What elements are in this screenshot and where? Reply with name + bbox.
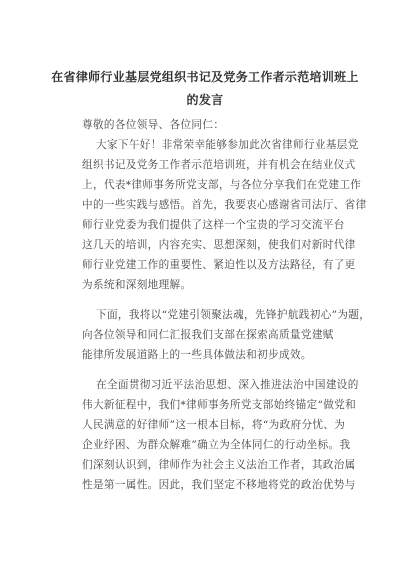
paragraph-1-line-3: 上，代表*律师事务所党支部，与各位分享我们在党建工作 [82,179,362,191]
paragraph-2-line-2: 向各位领导和同仁汇报我们支部在探索高质量党建赋 [82,329,334,341]
paragraph-3-line-1: 在全面贯彻习近平法治思想、深入推进法治中国建设的 [96,379,359,391]
paragraph-1-line-4: 中的一些实践与感悟。首先，我要衷心感谢省司法厅、省律 [82,199,367,211]
paragraph-3-line-2: 伟大新征程中，我们*律师事务所党支部始终锚定“做党和 [82,399,357,411]
paragraph-2-line-1: 下面，我将以“党建引领聚法魂，先锋护航践初心”为题， [96,309,371,321]
paragraph-1-line-5: 师行业党委为我们提供了这样一个宝贵的学习交流平台 [82,219,345,231]
paragraph-2-line-3: 能律所发展道路上的一些具体做法和初步成效。 [82,349,312,361]
paragraph-1-line-7: 师行业党建工作的重要性、紧迫性以及方法路径，有了更 [82,259,356,271]
paragraph-3-line-5: 们深刻认识到，律师作为社会主义法治工作者，其政治属 [82,459,356,471]
document-title-line-1: 在省律师行业基层党组织书记及党务工作者示范培训班上 [51,70,359,84]
paragraph-1-line-2: 组织书记及党务工作者示范培训班，并有机会在结业仪式 [82,159,356,171]
paragraph-1-line-6: 这几天的培训，内容充实、思想深刻，使我们对新时代律 [82,239,356,251]
document-title-line-2: 的发言 [186,93,224,107]
paragraph-1-line-1: 大家下午好！非常荣幸能够参加此次省律师行业基层党 [96,139,359,151]
salutation: 尊敬的各位领导、各位同仁： [82,119,225,131]
paragraph-1-line-8: 为系统和深刻地理解。 [82,279,192,291]
paragraph-3-line-4: 企业纾困、为群众解难”确立为全体同仁的行动坐标。我 [82,439,351,451]
paragraph-3-line-3: 人民满意的好律师”这一根本目标，将“为政府分忧、为 [82,419,346,431]
paragraph-3-line-6: 性是第一属性。因此，我们坚定不移地将党的政治优势与 [82,479,356,491]
